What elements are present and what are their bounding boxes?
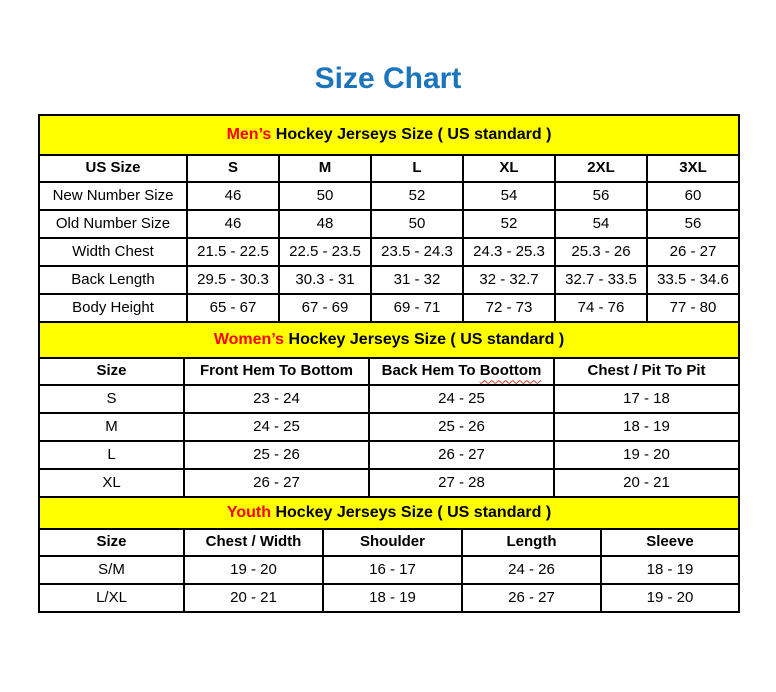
column-header: Sleeve — [601, 529, 739, 556]
size-value-cell: 18 - 19 — [601, 556, 739, 584]
column-header: Chest / Pit To Pit — [554, 358, 739, 385]
row-label-cell: S/M — [39, 556, 184, 584]
mens-section-header-row — [39, 115, 739, 155]
mens-section-header — [39, 115, 739, 155]
size-value-cell: 54 — [555, 210, 647, 238]
table-row — [39, 238, 739, 266]
size-value-cell: 50 — [279, 182, 371, 210]
table-row — [39, 210, 739, 238]
size-value-cell: 19 - 20 — [184, 556, 323, 584]
table-row — [39, 294, 739, 322]
youth-section-header-row — [39, 497, 739, 529]
mens-heading-rest: Hockey Jerseys Size ( US standard ) — [271, 126, 552, 144]
size-value-cell: 26 - 27 — [184, 469, 369, 497]
size-value-cell: 54 — [463, 182, 555, 210]
size-value-cell: 26 - 27 — [369, 441, 554, 469]
size-value-cell: 33.5 - 34.6 — [647, 266, 739, 294]
size-value-cell: 60 — [647, 182, 739, 210]
row-label-cell: M — [39, 413, 184, 441]
size-value-cell: 22.5 - 23.5 — [279, 238, 371, 266]
size-value-cell: 16 - 17 — [323, 556, 462, 584]
size-value-cell: 18 - 19 — [554, 413, 739, 441]
size-value-cell: 32 - 32.7 — [463, 266, 555, 294]
table-row — [39, 413, 739, 441]
size-chart-tables — [38, 114, 738, 613]
mens-column-header-row — [39, 155, 739, 182]
youth-section-header — [39, 497, 739, 529]
womens-section-header — [39, 322, 739, 358]
size-value-cell: 24 - 26 — [462, 556, 601, 584]
womens-size-table — [38, 321, 740, 498]
table-row — [39, 469, 739, 497]
size-value-cell: 17 - 18 — [554, 385, 739, 413]
column-header: XL — [463, 155, 555, 182]
column-header: M — [279, 155, 371, 182]
row-label-cell: Back Length — [39, 266, 187, 294]
table-row — [39, 556, 739, 584]
size-value-cell: 25 - 26 — [184, 441, 369, 469]
size-value-cell: 56 — [647, 210, 739, 238]
page-title: Size Chart — [314, 62, 462, 95]
row-label-cell: Old Number Size — [39, 210, 187, 238]
size-value-cell: 46 — [187, 182, 279, 210]
table-row — [39, 385, 739, 413]
column-header: Size — [39, 358, 184, 385]
youth-column-header-row — [39, 529, 739, 556]
size-value-cell: 46 — [187, 210, 279, 238]
row-label-cell: New Number Size — [39, 182, 187, 210]
size-value-cell: 27 - 28 — [369, 469, 554, 497]
table-row — [39, 584, 739, 612]
column-header: US Size — [39, 155, 187, 182]
size-value-cell: 25 - 26 — [369, 413, 554, 441]
column-header: S — [187, 155, 279, 182]
youth-heading-accent: Youth — [226, 504, 272, 522]
row-label-cell: L — [39, 441, 184, 469]
size-value-cell: 29.5 - 30.3 — [187, 266, 279, 294]
size-value-cell: 25.3 - 26 — [555, 238, 647, 266]
size-value-cell: 23 - 24 — [184, 385, 369, 413]
size-value-cell: 69 - 71 — [371, 294, 463, 322]
table-row — [39, 182, 739, 210]
youth-size-table — [38, 496, 740, 613]
mens-size-table — [38, 114, 740, 323]
column-header: Shoulder — [323, 529, 462, 556]
youth-heading-rest: Hockey Jerseys Size ( US standard ) — [271, 504, 552, 522]
size-value-cell: 19 - 20 — [601, 584, 739, 612]
size-value-cell: 20 - 21 — [554, 469, 739, 497]
misspelled-word: Boottom — [479, 362, 542, 380]
size-value-cell: 24.3 - 25.3 — [463, 238, 555, 266]
size-value-cell: 65 - 67 — [187, 294, 279, 322]
size-value-cell: 19 - 20 — [554, 441, 739, 469]
mens-heading-accent: Men’s — [226, 126, 272, 144]
womens-heading-rest: Hockey Jerseys Size ( US standard ) — [284, 331, 565, 349]
size-value-cell: 52 — [371, 182, 463, 210]
size-value-cell: 52 — [463, 210, 555, 238]
row-label-cell: Width Chest — [39, 238, 187, 266]
row-label-cell: L/XL — [39, 584, 184, 612]
size-value-cell: 67 - 69 — [279, 294, 371, 322]
size-value-cell: 21.5 - 22.5 — [187, 238, 279, 266]
size-value-cell: 23.5 - 24.3 — [371, 238, 463, 266]
size-value-cell: 48 — [279, 210, 371, 238]
table-row — [39, 441, 739, 469]
column-header: Size — [39, 529, 184, 556]
size-value-cell: 31 - 32 — [371, 266, 463, 294]
column-header-text: Back Hem To — [381, 362, 480, 380]
size-value-cell: 24 - 25 — [184, 413, 369, 441]
column-header: Chest / Width — [184, 529, 323, 556]
size-value-cell: 56 — [555, 182, 647, 210]
row-label-cell: Body Height — [39, 294, 187, 322]
size-value-cell: 72 - 73 — [463, 294, 555, 322]
column-header: L — [371, 155, 463, 182]
size-value-cell: 24 - 25 — [369, 385, 554, 413]
womens-section-header-row — [39, 322, 739, 358]
row-label-cell: S — [39, 385, 184, 413]
size-value-cell: 26 - 27 — [647, 238, 739, 266]
column-header: 3XL — [647, 155, 739, 182]
table-row — [39, 266, 739, 294]
womens-column-header-row — [39, 358, 739, 385]
size-value-cell: 32.7 - 33.5 — [555, 266, 647, 294]
size-value-cell: 18 - 19 — [323, 584, 462, 612]
womens-heading-accent: Women’s — [213, 331, 285, 349]
size-value-cell: 50 — [371, 210, 463, 238]
column-header: Length — [462, 529, 601, 556]
size-value-cell: 26 - 27 — [462, 584, 601, 612]
column-header — [369, 358, 554, 385]
row-label-cell: XL — [39, 469, 184, 497]
column-header: 2XL — [555, 155, 647, 182]
column-header: Front Hem To Bottom — [184, 358, 369, 385]
size-value-cell: 77 - 80 — [647, 294, 739, 322]
size-value-cell: 30.3 - 31 — [279, 266, 371, 294]
size-value-cell: 20 - 21 — [184, 584, 323, 612]
size-value-cell: 74 - 76 — [555, 294, 647, 322]
